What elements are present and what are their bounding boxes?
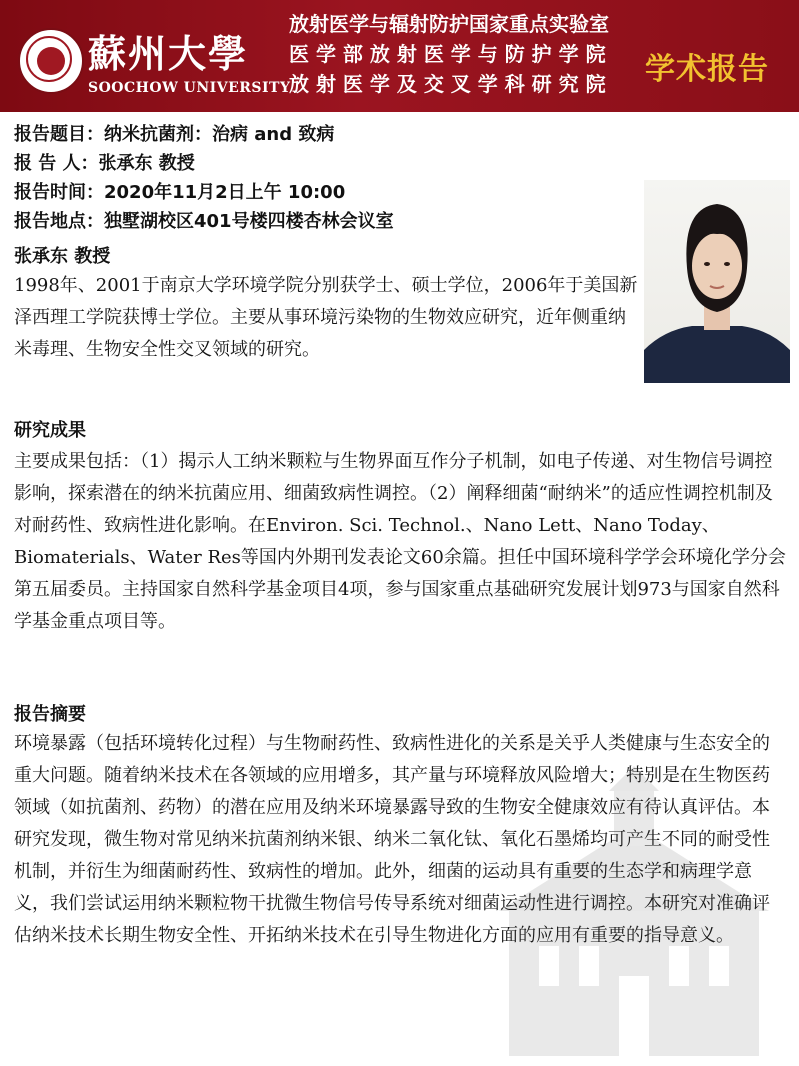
abstract-heading: 报告摘要	[14, 704, 86, 725]
lab-name-line-3: 放 射 医 学 及 交 叉 学 科 研 究 院	[289, 72, 606, 96]
achievements-text: 主要成果包括：（1）揭示人工纳米颗粒与生物界面互作分子机制，如电子传递、对生物信号调控影响，探索潜在的纳米抗菌应用、细菌致病性调控。（2）阐释细菌“耐纳米”的适应性调控机制及对耐药性、致病性进化影响。在Environ. Sci. Technol.、Nano Lett、Nano Today、Biomaterials、Water Res等国内外期刊发表论文60余篇。担任中国环境科学学会环境化学分会第五届委员。主持国家自然科学基金项目4项，参与国家重点基础研究发展计划973与国家自然科学基金重点项目等。	[14, 451, 786, 632]
report-location: 报告地点：独墅湖校区401号楼四楼杏林会议室	[14, 211, 394, 232]
lab-name-line-2: 医 学 部 放 射 医 学 与 防 护 学 院	[289, 42, 606, 66]
bio-heading: 张承东 教授	[14, 246, 111, 267]
university-name-cn: 蘇州大學	[88, 31, 249, 76]
abstract-text: 环境暴露（包括环境转化过程）与生物耐药性、致病性进化的关系是关乎人类健康与生态安全的重大问题。随着纳米技术在各领域的应用增多，其产量与环境释放风险增大；特别是在生物医药领域（如抗菌剂、药物）的潜在应用及纳米环境暴露导致的生物安全健康效应有待认真评估。本研究发现，微生物对常见纳米抗菌剂纳米银、纳米二氧化钛、氧化石墨烯均可产生不同的耐受性机制，并衍生为细菌耐药性、致病性的增加。此外，细菌的运动具有重要的生态学和病理学意义，我们尝试运用纳米颗粒物干扰微生物信号传导系统对细菌运动性进行调控。本研究对准确评估纳米技术长期生物安全性、开拓纳米技术在引导生物进化方面的应用有重要的指导意义。	[14, 733, 770, 946]
report-time: 报告时间：2020年11月2日上午 10:00	[14, 182, 346, 203]
speaker-photo	[644, 180, 790, 383]
academic-report-tag: 学术报告	[645, 52, 769, 87]
report-title: 报告题目：纳米抗菌剂：治病 and 致病	[14, 124, 335, 145]
report-speaker: 报 告 人：张承东 教授	[14, 153, 195, 174]
report-meta	[14, 120, 634, 236]
lab-name-line-1: 放射医学与辐射防护国家重点实验室	[289, 12, 609, 36]
university-name-en: SOOCHOW UNIVERSITY	[88, 80, 291, 96]
university-emblem-icon	[18, 28, 84, 94]
achievements-heading: 研究成果	[14, 420, 86, 441]
bio-text: 1998年、2001于南京大学环境学院分别获学士、硕士学位，2006年于美国新泽西理工学院获博士学位。主要从事环境污染物的生物效应研究，近年侧重纳米毒理、生物安全性交叉领域的研究。	[14, 275, 638, 360]
campus-building-watermark	[469, 766, 799, 1066]
header-banner	[0, 0, 799, 112]
